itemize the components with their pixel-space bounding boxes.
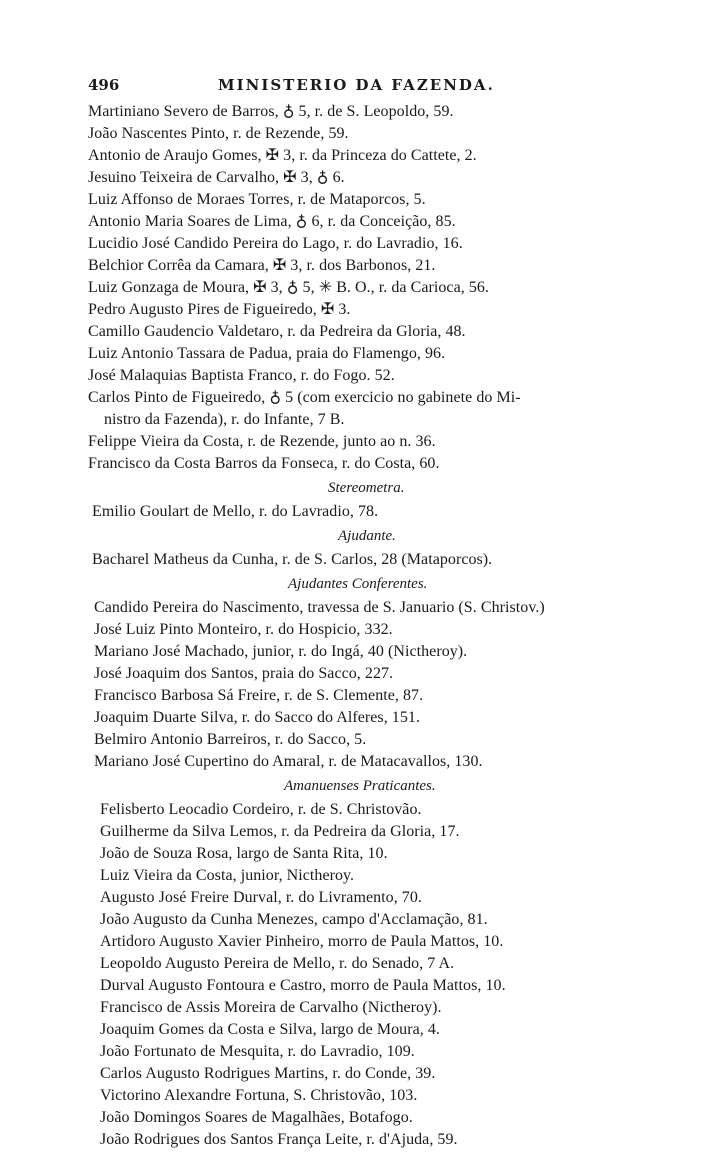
entry-line: José Luiz Pinto Monteiro, r. do Hospicio, 332. <box>94 621 393 638</box>
entry-line: Augusto José Freire Durval, r. do Livramento, 70. <box>100 889 422 906</box>
entry-line: Francisco Barbosa Sá Freire, r. de S. Clemente, 87. <box>94 687 424 704</box>
entry-line: Lucidio José Candido Pereira do Lago, r. do Lavradio, 16. <box>88 235 463 252</box>
page-header <box>88 76 688 100</box>
entry-line: Antonio Maria Soares de Lima, ♁ 6, r. da Conceição, 85. <box>88 213 456 230</box>
entry-line: Francisco da Costa Barros da Fonseca, r. do Costa, 60. <box>88 455 440 472</box>
entry-line: Belchior Corrêa da Camara, ✠ 3, r. dos Barbonos, 21. <box>88 257 436 274</box>
entry-line: João Rodrigues dos Santos França Leite, r. d'Ajuda, 59. <box>100 1131 458 1148</box>
page-number: 496 <box>88 76 120 94</box>
entry-line: João Domingos Soares de Magalhães, Botafogo. <box>100 1109 413 1126</box>
entry-line: Pedro Augusto Pires de Figueiredo, ✠ 3. <box>88 301 351 318</box>
entry-line: Joaquim Duarte Silva, r. do Sacco do Alferes, 151. <box>94 709 420 726</box>
entry-line: João Fortunato de Mesquita, r. do Lavradio, 109. <box>100 1043 415 1060</box>
entry-line: Mariano José Cupertino do Amaral, r. de Matacavallos, 130. <box>94 753 483 770</box>
entry-line: Martiniano Severo de Barros, ♁ 5, r. de S. Leopoldo, 59. <box>88 103 454 120</box>
entry-line: Felippe Vieira da Costa, r. de Rezende, junto ao n. 36. <box>88 433 436 450</box>
entry-line: Luiz Vieira da Costa, junior, Nictheroy. <box>100 867 355 884</box>
entry-line: Artidoro Augusto Xavier Pinheiro, morro de Paula Mattos, 10. <box>100 933 504 950</box>
entry-line: Carlos Pinto de Figueiredo, ♁ 5 (com exercicio no gabinete do Mi- <box>88 389 521 406</box>
section-heading-conferentes: Ajudantes Conferentes. <box>288 576 428 592</box>
entry-line: Belmiro Antonio Barreiros, r. do Sacco, 5. <box>94 731 367 748</box>
entry-line: Luiz Affonso de Moraes Torres, r. de Mataporcos, 5. <box>88 191 426 208</box>
entry-line: José Joaquim dos Santos, praia do Sacco, 227. <box>94 665 394 682</box>
entry-line: Victorino Alexandre Fortuna, S. Christovão, 103. <box>100 1087 418 1104</box>
section-heading-stereometra: Stereometra. <box>328 480 405 496</box>
entry-line: João Augusto da Cunha Menezes, campo d'Acclamação, 81. <box>100 911 488 928</box>
entry-line: Candido Pereira do Nascimento, travessa de S. Januario (S. Christov.) <box>94 599 545 616</box>
entry-line: Luiz Gonzaga de Moura, ✠ 3, ♁ 5, ✳ B. O., r. da Carioca, 56. <box>88 279 489 296</box>
entry-line: Bacharel Matheus da Cunha, r. de S. Carlos, 28 (Mataporcos). <box>92 551 493 568</box>
entry-line: João Nascentes Pinto, r. de Rezende, 59. <box>88 125 349 142</box>
section-heading-ajudante: Ajudante. <box>338 528 396 544</box>
entry-line: Joaquim Gomes da Costa e Silva, largo de Moura, 4. <box>100 1021 440 1038</box>
running-head: MINISTERIO DA FAZENDA. <box>218 76 495 94</box>
entry-line: João de Souza Rosa, largo de Santa Rita, 10. <box>100 845 388 862</box>
entry-line: Jesuino Teixeira de Carvalho, ✠ 3, ♁ 6. <box>88 169 345 186</box>
entry-line: Guilherme da Silva Lemos, r. da Pedreira da Gloria, 17. <box>100 823 460 840</box>
entry-line: Camillo Gaudencio Valdetaro, r. da Pedreira da Gloria, 48. <box>88 323 466 340</box>
entry-line: Luiz Antonio Tassara de Padua, praia do Flamengo, 96. <box>88 345 446 362</box>
entry-line-continuation: nistro da Fazenda), r. do Infante, 7 B. <box>104 411 345 428</box>
entry-line: Antonio de Araujo Gomes, ✠ 3, r. da Princeza do Cattete, 2. <box>88 147 477 164</box>
entry-line: Mariano José Machado, junior, r. do Ingá, 40 (Nictheroy). <box>94 643 468 660</box>
entry-line: José Malaquias Baptista Franco, r. do Fogo. 52. <box>88 367 395 384</box>
entry-line: Francisco de Assis Moreira de Carvalho (Nictheroy). <box>100 999 442 1016</box>
entry-line: Leopoldo Augusto Pereira de Mello, r. do Senado, 7 A. <box>100 955 455 972</box>
entry-line: Felisberto Leocadio Cordeiro, r. de S. Christovão. <box>100 801 422 818</box>
entry-line: Emilio Goulart de Mello, r. do Lavradio, 78. <box>92 503 379 520</box>
entry-line: Carlos Augusto Rodrigues Martins, r. do Conde, 39. <box>100 1065 436 1082</box>
entry-line: Durval Augusto Fontoura e Castro, morro de Paula Mattos, 10. <box>100 977 506 994</box>
section-heading-amanuenses: Amanuenses Praticantes. <box>284 778 436 794</box>
